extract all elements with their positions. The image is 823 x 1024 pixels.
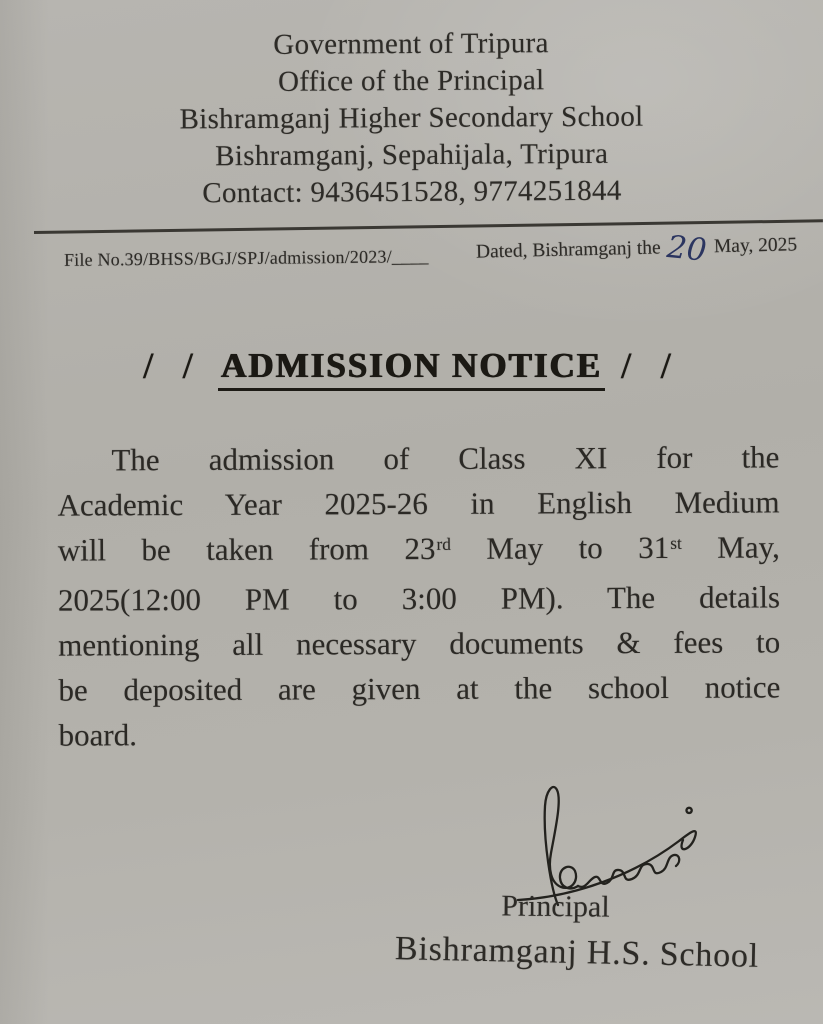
notice-title-row (0, 344, 823, 391)
paragraph-line (58, 619, 780, 667)
paragraph-text: Academic Year 2025-26 in English Medium (57, 484, 780, 523)
paragraph-text: The admission of Class XI for the (111, 439, 780, 478)
paragraph-line (58, 574, 780, 622)
date-line (475, 229, 798, 269)
ordinal-superscript: rd (436, 534, 451, 554)
paragraph-text: 2025(12:00 PM to 3:00 PM). The details (57, 579, 781, 618)
letterhead-line: Government of Tripura (273, 27, 549, 61)
ordinal-superscript: st (670, 533, 682, 553)
paragraph-text: mentioning all necessary documents & fees to (58, 624, 781, 663)
letterhead-divider (34, 219, 823, 233)
letterhead-line: Bishramganj Higher Secondary School (179, 100, 644, 136)
title-left-slashes: / / (143, 346, 202, 387)
paragraph-line (59, 709, 781, 757)
letterhead-line: Contact: 9436451528, 9774251844 (202, 174, 622, 210)
signatory-role: Principal (501, 889, 610, 924)
notice-title: ADMISSION NOTICE (218, 346, 605, 391)
paragraph-text: May, (681, 529, 780, 565)
letterhead-line: Office of the Principal (277, 64, 545, 98)
paragraph-text: board. (58, 717, 138, 753)
paragraph-text: will be taken from 23 (57, 530, 436, 568)
paragraph-line (58, 524, 780, 577)
date-suffix: May, 2025 (713, 234, 798, 258)
title-right-slashes: / / (621, 346, 680, 387)
paragraph-text: May to 31 (450, 529, 670, 566)
letterhead (0, 23, 823, 213)
signatory-organization: Bishramganj H.S. School (394, 930, 760, 975)
paragraph-line (58, 479, 780, 527)
paragraph-line (57, 434, 779, 482)
paragraph-line (58, 664, 780, 712)
paragraph-text: be deposited are given at the school notice (58, 669, 781, 708)
handwritten-day: 20 (664, 229, 708, 269)
file-number: File No.39/BHSS/BGJ/SPJ/admission/2023/____ (63, 246, 429, 270)
letterhead-line: Bishramganj, Sepahijala, Tripura (215, 137, 609, 173)
date-prefix: Dated, Bishramganj the (475, 237, 661, 263)
notice-paragraph (57, 434, 780, 757)
